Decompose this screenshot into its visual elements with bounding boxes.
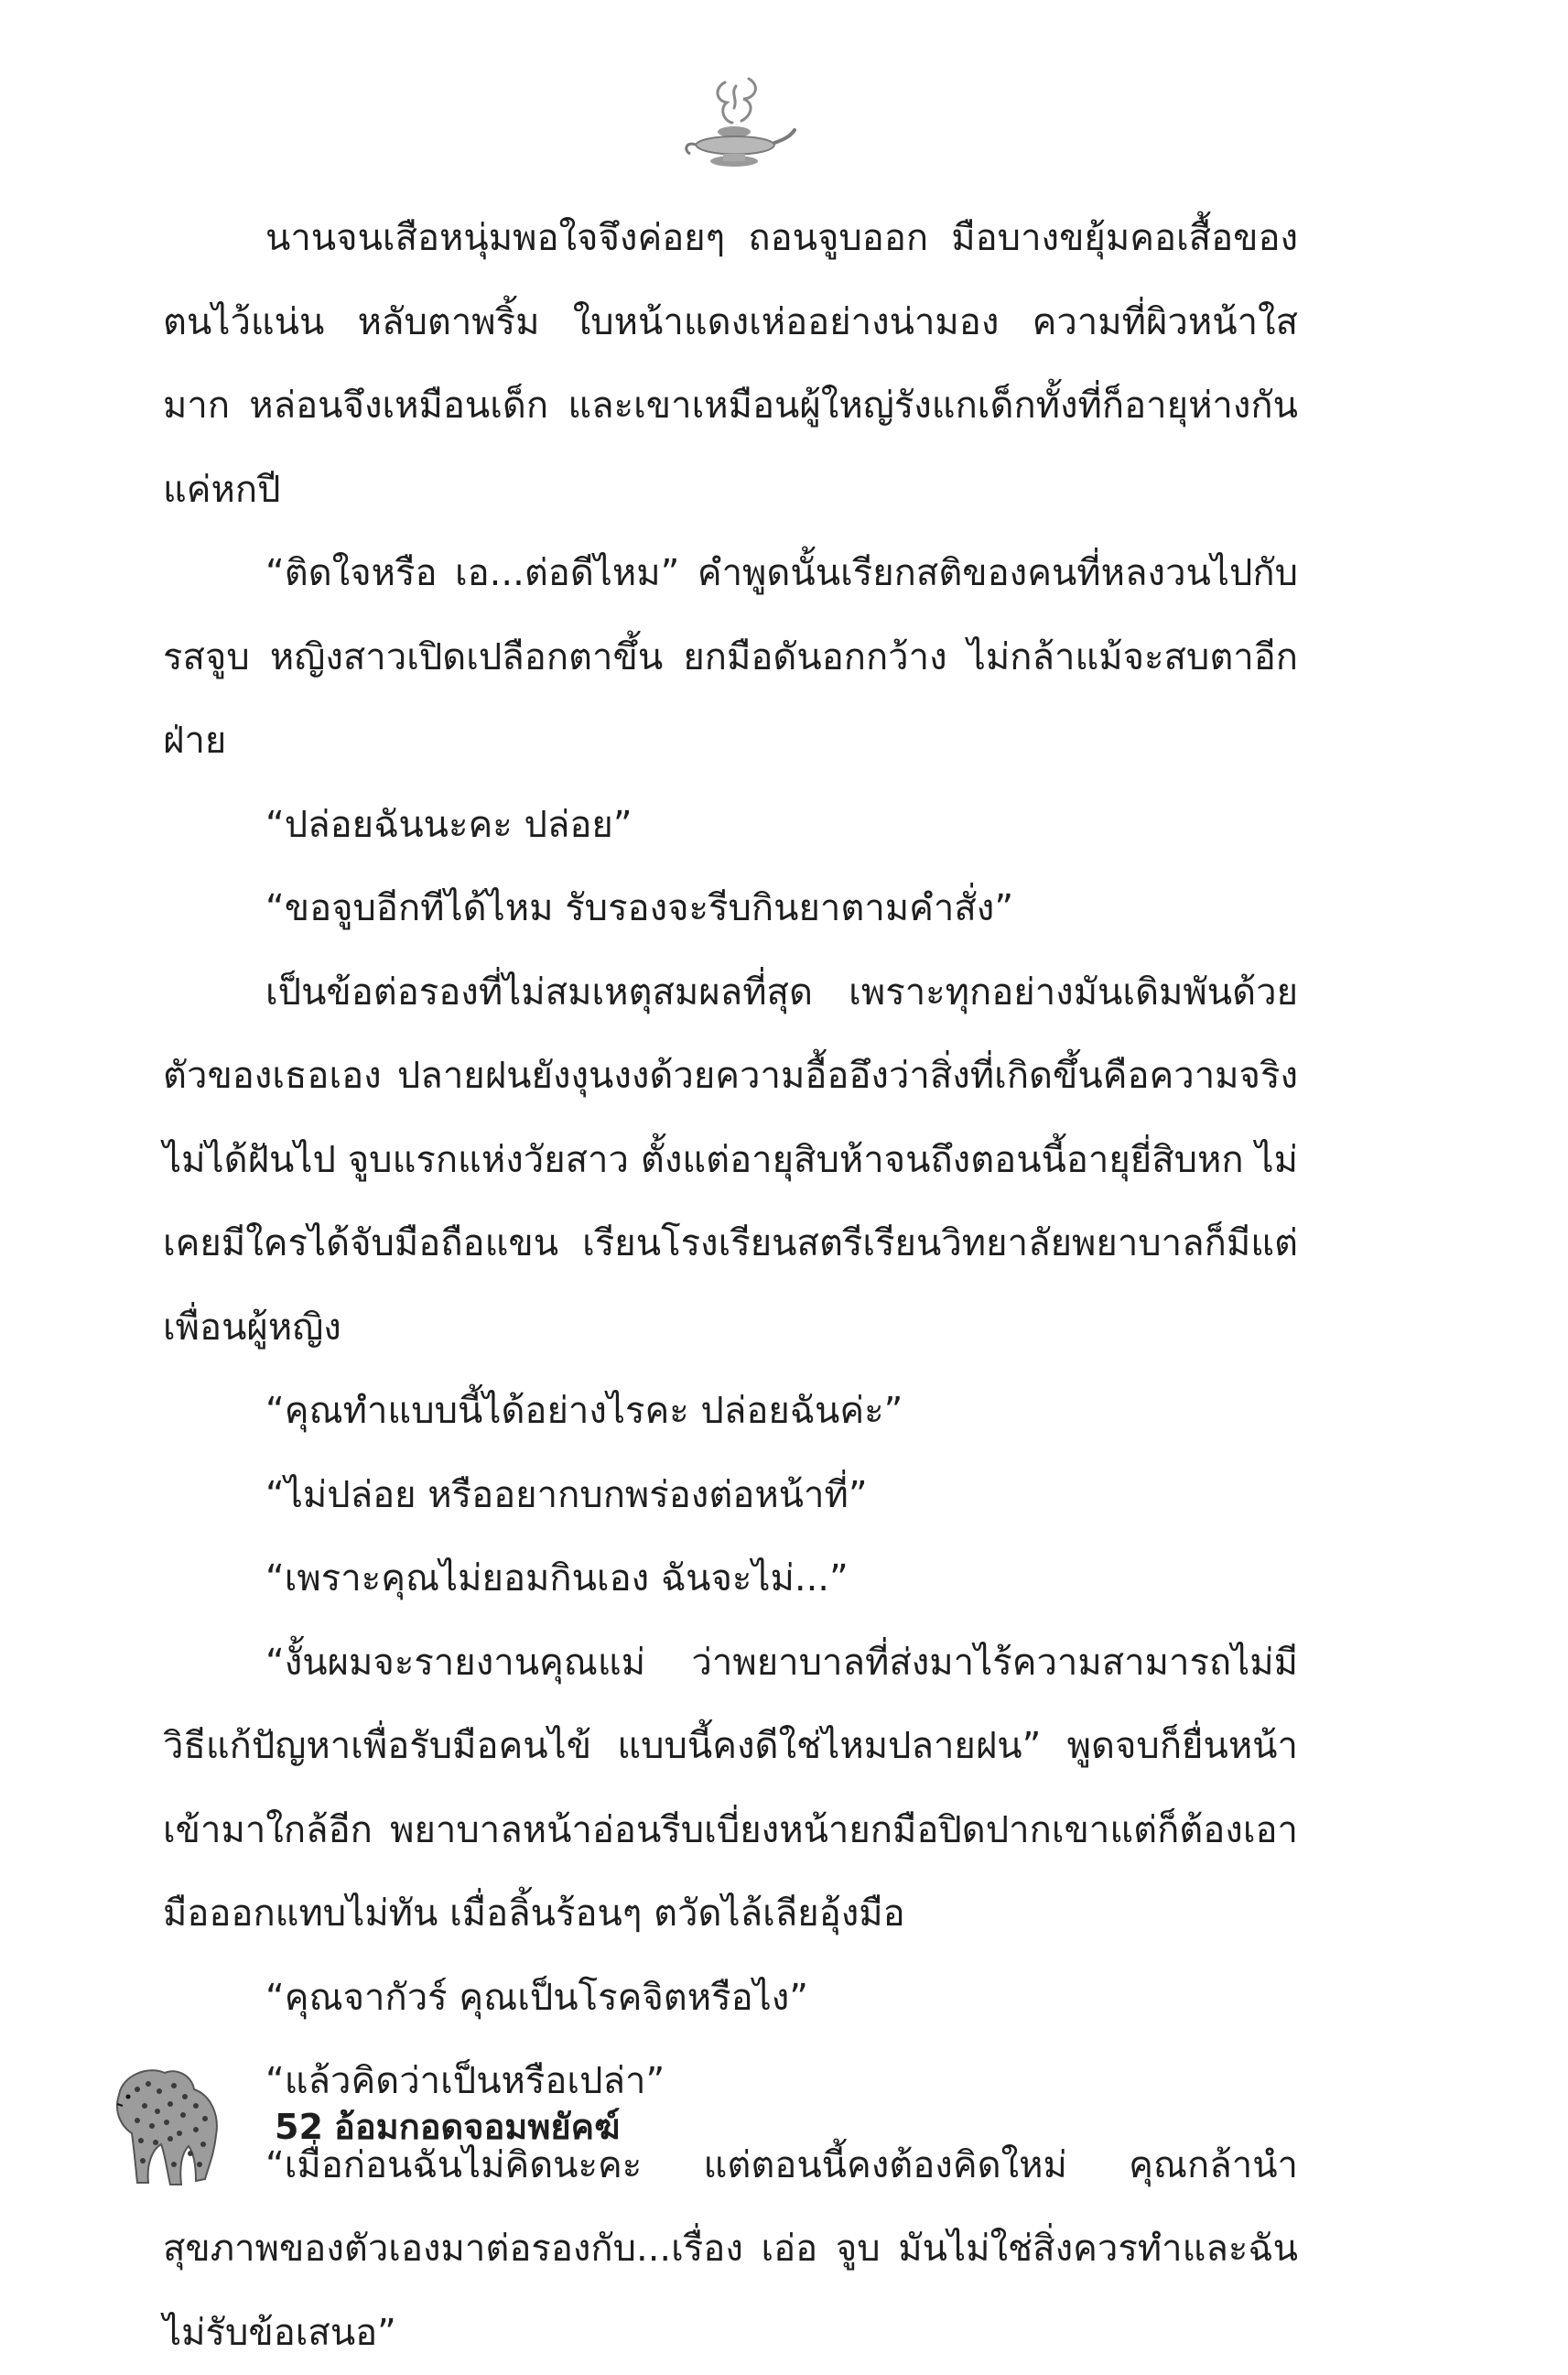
paragraph: “แล้วคิดว่าเป็นหรือเปล่า” bbox=[163, 2040, 1298, 2124]
page-footer bbox=[101, 2058, 925, 2196]
paragraph: “ปล่อยฉันนะคะ ปล่อย” bbox=[163, 784, 1298, 868]
paragraph: “งั้นผมจะรายงานคุณแม่ ว่าพยาบาลที่ส่งมาไร้ความสามารถไม่มีวิธีแก้ปัญหาเพื่อรับมือคนไข้ แบบนี้คงดีใช่ไหมปลายฝน” พูดจบก็ยื่นหน้าเข้ามาใกล้อีก พยาบาลหน้าอ่อนรีบเบี่ยงหน้ายกมือปิดปากเขาแต่ก็ต้องเอามือออกแทบไม่ทัน เมื่อลิ้นร้อนๆ ตวัดไล้เลียอุ้งมือ bbox=[163, 1621, 1298, 1957]
paragraph: “คุณทำแบบนี้ได้อย่างไรคะ ปล่อยฉันค่ะ” bbox=[163, 1370, 1298, 1454]
genie-lamp-icon bbox=[677, 75, 796, 176]
paragraph: เป็นข้อต่อรองที่ไม่สมเหตุสมผลที่สุด เพราะทุกอย่างมันเดิมพันด้วยตัวของเธอเอง ปลายฝนยังงุนงงด้วยความอื้ออึงว่าสิ่งที่เกิดขึ้นคือความจริงไม่ได้ฝันไป จูบแรกแห่งวัยสาว ตั้งแต่อายุสิบห้าจนถึงตอนนี้อายุยี่สิบหก ไม่เคยมีใครได้จับมือถือแขน เรียนโรงเรียนสตรีเรียนวิทยาลัยพยาบาลก็มีแต่เพื่อนผู้หญิง bbox=[163, 951, 1298, 1371]
page-number: 52 bbox=[275, 2106, 323, 2148]
book-title: อ้อมกอดจอมพยัคฆ์ bbox=[334, 2106, 620, 2148]
paragraph: “ไม่ปล่อย หรืออยากบกพร่องต่อหน้าที่” bbox=[163, 1454, 1298, 1538]
story-text bbox=[163, 197, 1298, 2375]
paragraph: นานจนเสือหนุ่มพอใจจึงค่อยๆ ถอนจูบออก มือบางขยุ้มคอเสื้อของตนไว้แน่น หลับตาพริ้ม ใบหน้าแดงเห่ออย่างน่ามอง ความที่ผิวหน้าใสมาก หล่อนจึงเหมือนเด็ก และเขาเหมือนผู้ใหญ่รังแกเด็กทั้งที่ก็อายุห่างกันแค่หกปี bbox=[163, 197, 1298, 532]
paragraph: “เพราะคุณไม่ยอมกินเอง ฉันจะไม่...” bbox=[163, 1537, 1298, 1621]
leopard-icon bbox=[101, 2058, 229, 2196]
paragraph: “เมื่อก่อนฉันไม่คิดนะคะ แต่ตอนนี้คงต้องคิดใหม่ คุณกล้านำสุขภาพของตัวเองมาต่อรองกับ...เรื่อง เอ่อ จูบ มันไม่ใช่สิ่งควรทำและฉันไม่รับข้อเสนอ” bbox=[163, 2124, 1298, 2375]
paragraph: “คุณจากัวร์ คุณเป็นโรคจิตหรือไง” bbox=[163, 1957, 1298, 2041]
paragraph: “ขอจูบอีกทีได้ไหม รับรองจะรีบกินยาตามคำสั่ง” bbox=[163, 867, 1298, 951]
paragraph: “ติดใจหรือ เอ...ต่อดีไหม” คำพูดนั้นเรียกสติของคนที่หลงวนไปกับรสจูบ หญิงสาวเปิดเปลือกตาขึ้น ยกมือดันอกกว้าง ไม่กล้าแม้จะสบตาอีกฝ่าย bbox=[163, 532, 1298, 784]
